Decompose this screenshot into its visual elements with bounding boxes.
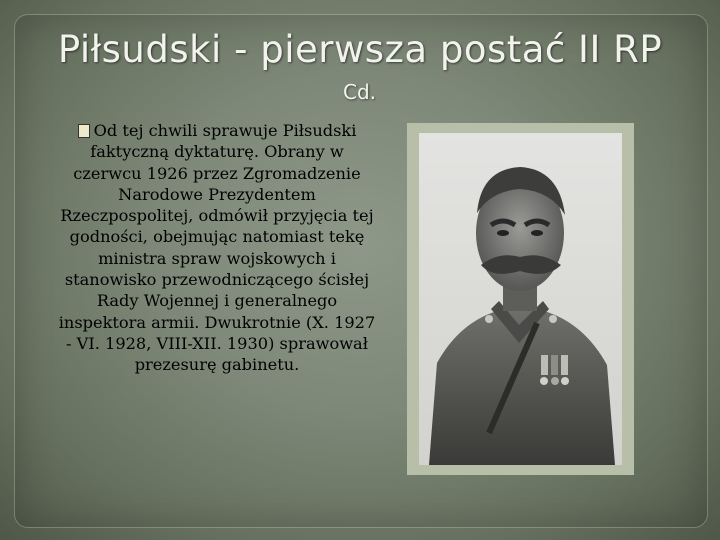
bullet-icon — [78, 124, 90, 138]
slide-subtitle: Cd. — [343, 80, 377, 104]
bullet-text: Od tej chwili sprawuje Piłsudski faktyczną dyktaturę. Obrany w czerwcu 1926 przez Zgromadzenie Narodowe Prezydentem Rzeczpospolitej, odmówił przyjęcia tej godności, obejmując natomiast tekę ministra spraw wojskowych i stanowisko przewodniczącego ścisłej Rady Wojennej i generalnego inspektora armii. Dwukrotnie (X. 1927 - VI. 1928, VIII-XII. 1930) sprawował prezesurę gabinetu. — [58, 121, 376, 375]
bullet-paragraph — [56, 120, 378, 376]
slide-title: Piłsudski - pierwsza postać II RP — [57, 28, 663, 71]
portrait-photo-frame — [407, 123, 634, 475]
portrait-photo — [419, 133, 622, 465]
portrait-icon — [419, 133, 622, 465]
